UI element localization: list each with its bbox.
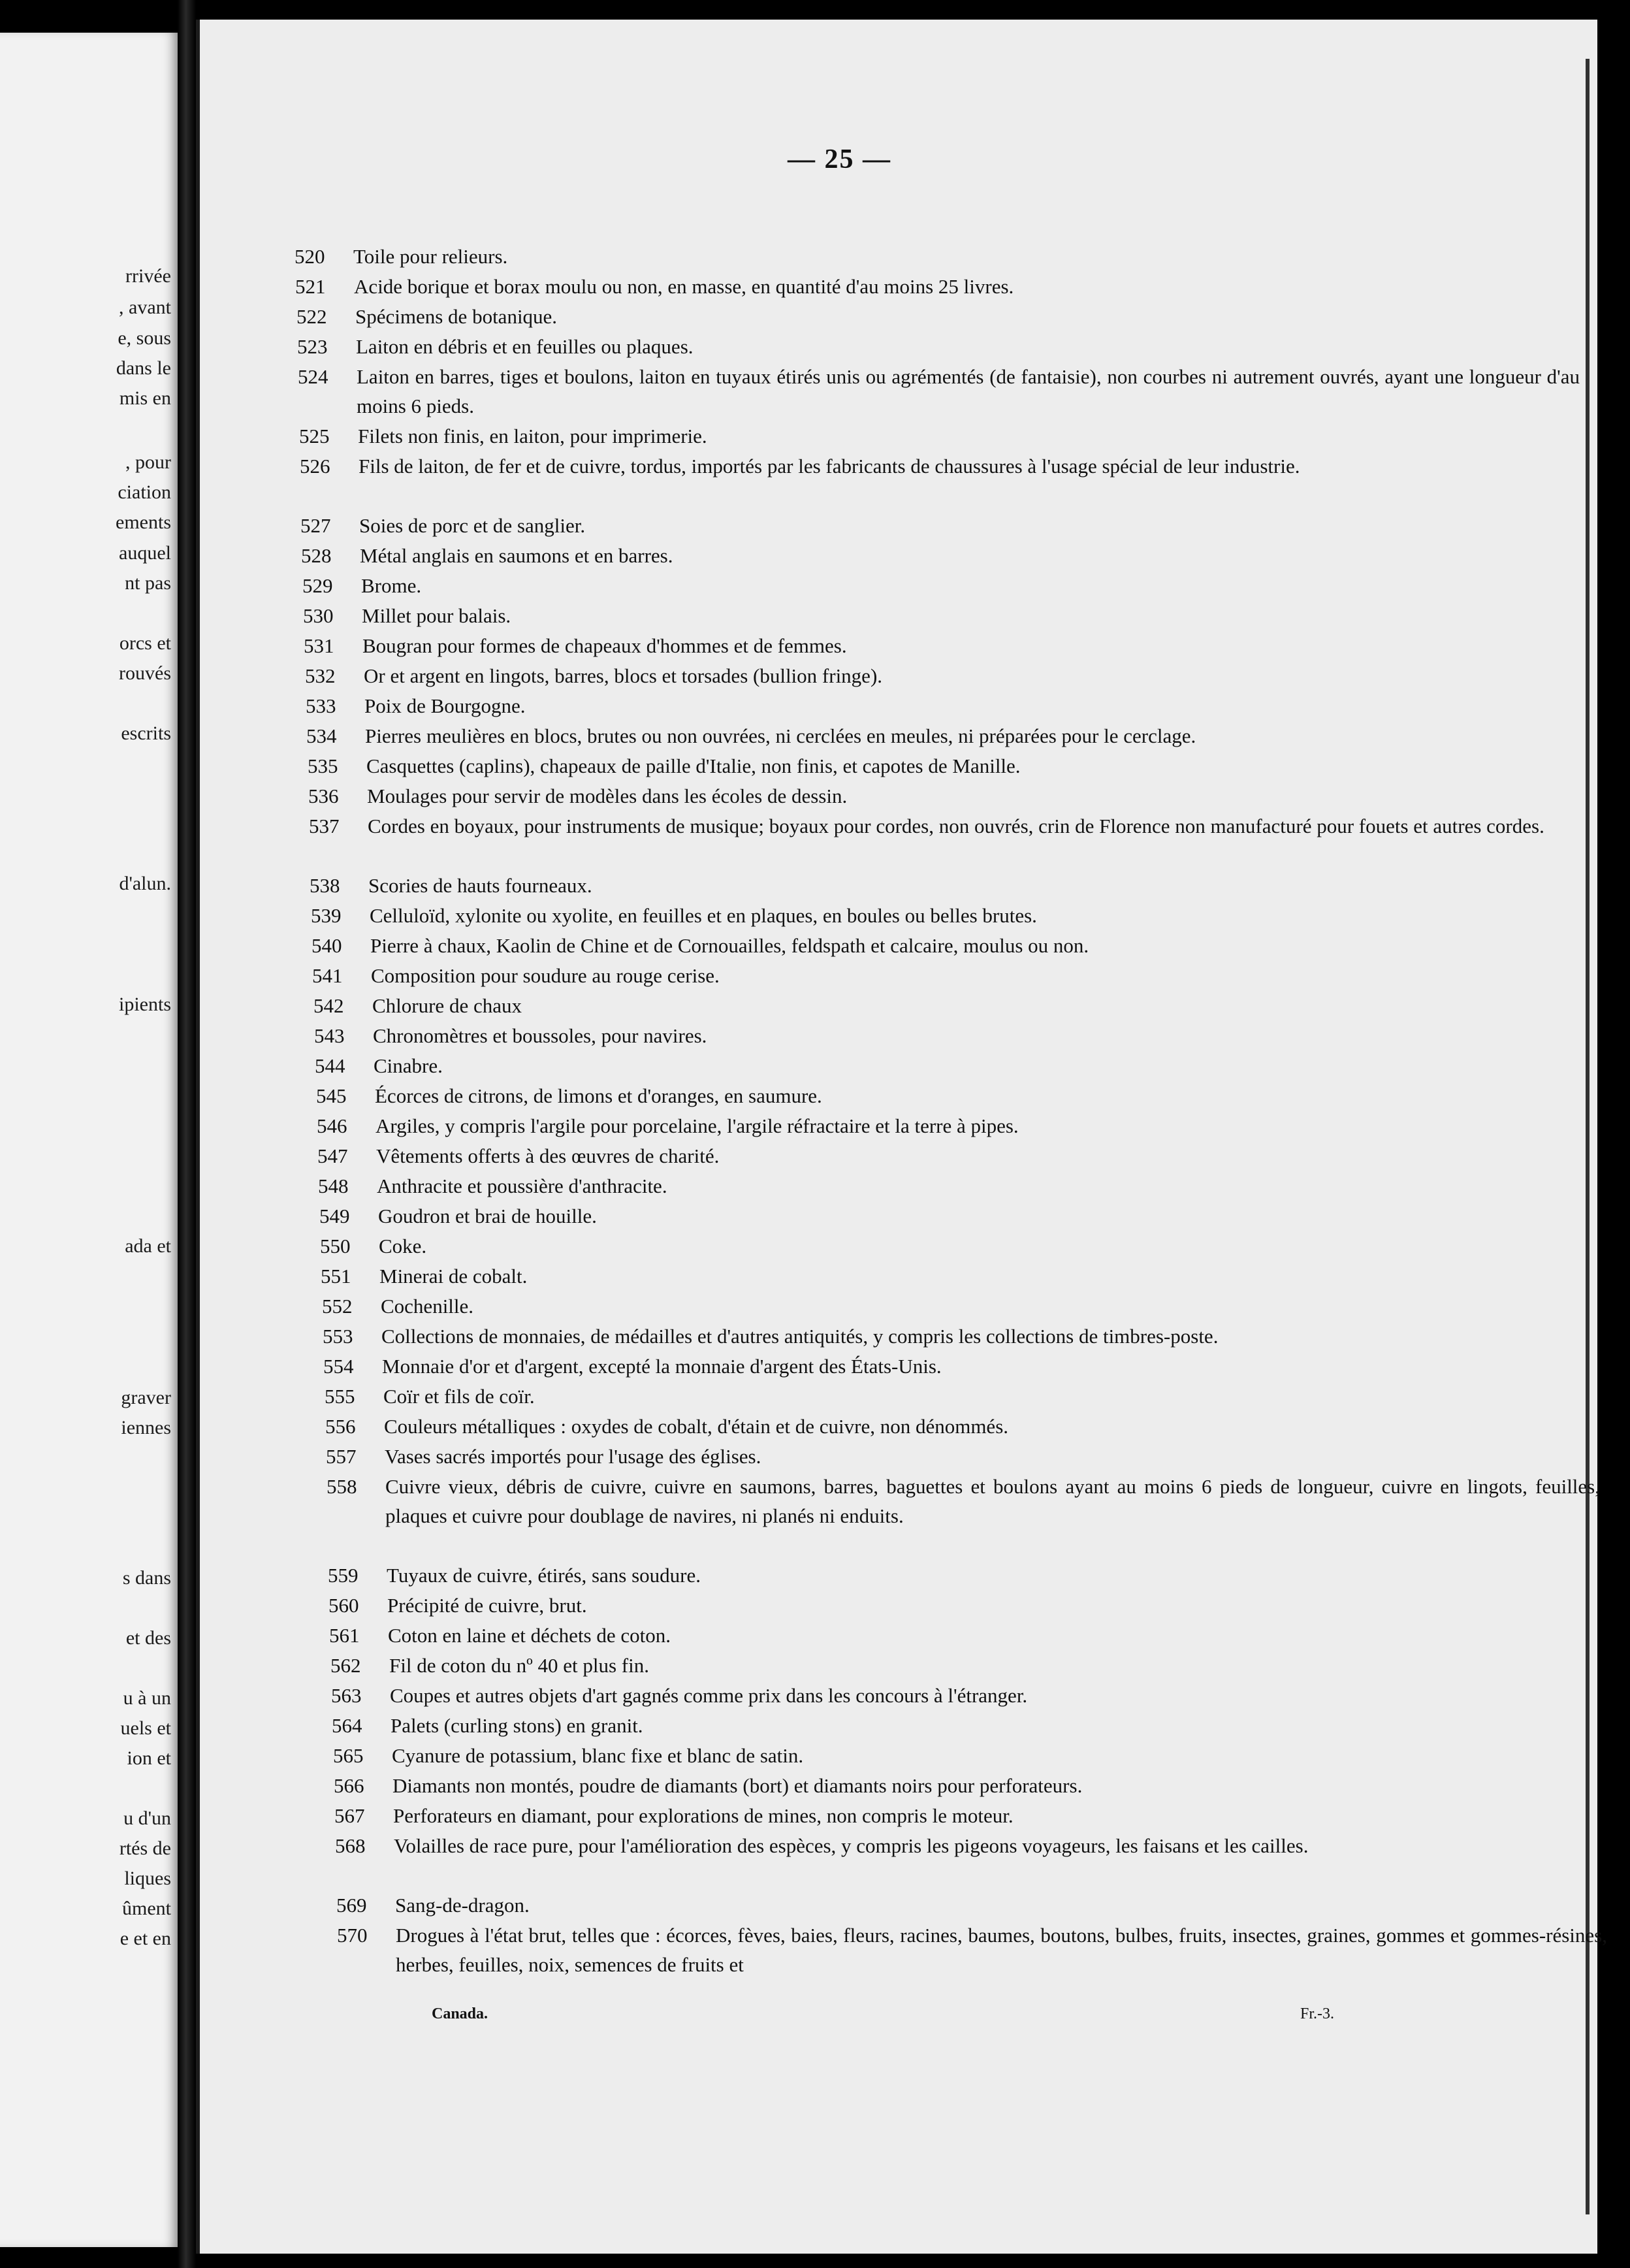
entry-number: 523 <box>297 335 328 358</box>
entry-number: 550 <box>320 1235 351 1257</box>
tariff-entry <box>320 1231 1595 1261</box>
tariff-entry <box>301 541 1582 570</box>
entry-number: 551 <box>321 1265 351 1288</box>
entry-description: Soies de porc et de sanglier. <box>359 514 586 537</box>
entry-description: Or et argent en lingots, barres, blocs et torsades (bullion fringe). <box>364 664 883 687</box>
tariff-entry <box>321 1261 1596 1291</box>
tariff-entry <box>333 1741 1605 1770</box>
entry-description: Cyanure de potassium, blanc fixe et blanc de satin. <box>392 1744 804 1767</box>
facing-page-line: ciation <box>118 481 171 503</box>
tariff-entry <box>306 721 1586 751</box>
entry-description: Millet pour balais. <box>362 604 511 627</box>
tariff-entry <box>314 1021 1591 1050</box>
facing-page-line: e, sous <box>118 327 171 349</box>
tariff-entry <box>312 961 1590 990</box>
facing-page-line: iennes <box>121 1417 171 1438</box>
entry-description: Fils de laiton, de fer et de cuivre, tordus, importés par les fabricants de chaussures à l'usage spécial de leur industrie. <box>359 455 1300 478</box>
entry-number: 559 <box>328 1564 359 1587</box>
tariff-entry <box>313 991 1591 1020</box>
tariff-entry <box>308 751 1587 781</box>
entry-description: Toile pour relieurs. <box>353 245 508 268</box>
tariff-entry <box>326 1442 1599 1471</box>
entry-number: 534 <box>306 724 337 747</box>
entry-description: Coke. <box>379 1235 427 1257</box>
entry-description: Perforateurs en diamant, pour explorations de mines, non compris le moteur. <box>393 1804 1014 1827</box>
entry-description: Scories de hauts fourneaux. <box>368 874 592 897</box>
entry-number: 543 <box>314 1024 345 1047</box>
facing-page-line: dans le <box>116 357 171 379</box>
tariff-entry <box>306 691 1586 721</box>
entry-number: 537 <box>309 815 340 837</box>
entry-description: Argiles, y compris l'argile pour porcelaine, l'argile réfractaire et la terre à pipes. <box>376 1114 1019 1137</box>
entry-description: Monnaie d'or et d'argent, excepté la monnaie d'argent des États-Unis. <box>382 1355 942 1378</box>
entry-description: Fil de coton du nº 40 et plus fin. <box>389 1654 649 1677</box>
entry-description: Cuivre vieux, débris de cuivre, cuivre en saumons, barres, baguettes et boulons ayant au moins 6 pieds de longueur, cuivre en lingots, feuilles, plaques et cuivre pour doublage de navires, ni planés ni enduits. <box>385 1475 1600 1527</box>
tariff-entry <box>325 1382 1599 1411</box>
facing-page-line: u d'un <box>123 1807 171 1829</box>
entry-number: 554 <box>323 1355 354 1378</box>
tariff-entry <box>296 302 1579 331</box>
page-number: — 25 — <box>788 144 891 174</box>
tariff-entry <box>295 272 1578 301</box>
entry-description: Bougran pour formes de chapeaux d'hommes et de femmes. <box>362 634 847 657</box>
tariff-entry <box>336 1890 1606 1920</box>
entry-description: Pierre à chaux, Kaolin de Chine et de Cornouailles, feldspath et calcaire, moulus ou non. <box>370 934 1089 957</box>
entry-description: Filets non finis, en laiton, pour imprimerie. <box>358 425 707 447</box>
tariff-entry <box>328 1591 1601 1620</box>
facing-page-line: graver <box>121 1387 171 1408</box>
entry-number: 532 <box>305 664 336 687</box>
tariff-entry <box>308 781 1588 811</box>
tariff-entry <box>317 1141 1593 1171</box>
facing-page-line: escrits <box>121 722 171 744</box>
facing-page-line: u à un <box>123 1687 171 1709</box>
entry-description: Cochenille. <box>381 1295 474 1318</box>
facing-page-line: liques <box>124 1868 171 1889</box>
facing-page-line: nt pas <box>125 572 171 594</box>
entry-description: Poix de Bourgogne. <box>364 694 526 717</box>
entry-description: Volailles de race pure, pour l'amélioration des espèces, y compris les pigeons voyageurs, les faisans et les cailles. <box>394 1834 1309 1857</box>
entry-description: Acide borique et borax moulu ou non, en masse, en quantité d'au moins 25 livres. <box>354 275 1014 298</box>
entry-number: 531 <box>304 634 334 657</box>
tariff-entry <box>323 1321 1597 1351</box>
tariff-entry <box>319 1201 1595 1231</box>
entry-description: Cordes en boyaux, pour instruments de musique; boyaux pour cordes, non ouvrés, crin de Florence non manufacturé pour fouets et autres cordes. <box>368 815 1544 837</box>
entry-description: Anthracite et poussière d'anthracite. <box>377 1174 667 1197</box>
facing-page-line: s dans <box>122 1567 171 1589</box>
facing-page-line: rrivée <box>125 265 171 287</box>
entry-number: 546 <box>317 1114 347 1137</box>
tariff-entry <box>330 1651 1603 1680</box>
entry-description: Diamants non montés, poudre de diamants (bort) et diamants noirs pour perforateurs. <box>392 1774 1083 1797</box>
facing-page-line: rtés de <box>119 1838 171 1859</box>
entry-description: Spécimens de botanique. <box>355 305 558 328</box>
tariff-entry <box>334 1771 1605 1800</box>
facing-page-line: d'alun. <box>119 873 171 894</box>
entry-description: Drogues à l'état brut, telles que : écorces, fèves, baies, fleurs, racines, baumes, boutons, bulbes, fruits, insectes, graines, gommes et gommes-résines, herbes, feuilles, noix, semences de fruits et <box>396 1924 1607 1976</box>
facing-page-line: ûment <box>122 1898 171 1919</box>
tariff-entry <box>300 451 1582 510</box>
entry-number: 529 <box>302 574 333 597</box>
tariff-entry <box>318 1171 1594 1201</box>
tariff-entry <box>332 1711 1603 1740</box>
tariff-entry <box>312 931 1590 960</box>
entry-number: 548 <box>318 1174 349 1197</box>
entry-number: 570 <box>337 1924 368 1947</box>
entry-description: Pierres meulières en blocs, brutes ou non ouvrées, ni cerclées en meules, ni préparées pour le cerclage. <box>365 724 1196 747</box>
entry-number: 527 <box>300 514 331 537</box>
tariff-entry <box>327 1472 1600 1560</box>
entry-description: Casquettes (caplins), chapeaux de paille d'Italie, non finis, et capotes de Manille. <box>366 754 1021 777</box>
entry-number: 558 <box>327 1475 357 1498</box>
entry-number: 545 <box>316 1084 347 1107</box>
facing-page-line: , pour <box>125 451 171 473</box>
entry-number: 560 <box>328 1594 359 1617</box>
entry-description: Écorces de citrons, de limons et d'oranges, en saumure. <box>375 1084 822 1107</box>
facing-page-line: ion et <box>127 1747 171 1769</box>
entry-number: 569 <box>336 1894 367 1917</box>
tariff-entry <box>325 1412 1599 1441</box>
entry-number: 535 <box>308 754 338 777</box>
tariff-entry <box>302 571 1583 600</box>
entry-description: Précipité de cuivre, brut. <box>387 1594 587 1617</box>
entry-description: Coupes et autres objets d'art gagnés comme prix dans les concours à l'étranger. <box>390 1684 1028 1707</box>
entry-description: Minerai de cobalt. <box>379 1265 528 1288</box>
entry-description: Brome. <box>361 574 422 597</box>
tariff-entry <box>310 871 1588 900</box>
footer-signature: Fr.-3. <box>1300 2005 1335 2022</box>
entry-number: 528 <box>301 544 332 567</box>
entry-number: 533 <box>306 694 336 717</box>
entry-number: 561 <box>329 1624 360 1647</box>
facing-page-line: ipients <box>119 994 171 1015</box>
facing-page-line: , avant <box>119 297 171 318</box>
facing-page-line: e et en <box>120 1928 171 1949</box>
entry-number: 530 <box>303 604 334 627</box>
entry-number: 521 <box>295 275 326 298</box>
entry-description: Celluloïd, xylonite ou xyolite, en feuilles et en plaques, en boules ou belles brutes. <box>370 904 1037 927</box>
entry-number: 549 <box>319 1205 350 1227</box>
tariff-entry <box>315 1051 1591 1080</box>
facing-page <box>0 33 178 2247</box>
entry-number: 564 <box>332 1714 362 1737</box>
entry-number: 542 <box>313 994 344 1017</box>
entry-description: Coïr et fils de coïr. <box>383 1385 535 1408</box>
entry-description: Vases sacrés importés pour l'usage des églises. <box>385 1445 761 1468</box>
facing-page-line: et des <box>125 1627 171 1649</box>
tariff-entry <box>323 1352 1597 1381</box>
facing-page-line: ements <box>116 511 171 533</box>
entry-description: Sang-de-dragon. <box>395 1894 530 1917</box>
facing-page-line: orcs et <box>119 632 171 654</box>
entry-description: Coton en laine et déchets de coton. <box>388 1624 671 1647</box>
entry-number: 556 <box>325 1415 356 1438</box>
entry-number: 553 <box>323 1325 353 1348</box>
tariff-entries-list <box>200 20 1607 2254</box>
tariff-entry <box>299 421 1581 451</box>
entry-description: Moulages pour servir de modèles dans les écoles de dessin. <box>367 785 848 807</box>
tariff-entry <box>322 1291 1597 1321</box>
entry-description: Chronomètres et boussoles, pour navires. <box>373 1024 707 1047</box>
tariff-entry <box>337 1920 1607 1979</box>
entry-number: 552 <box>322 1295 353 1318</box>
entry-description: Métal anglais en saumons et en barres. <box>360 544 673 567</box>
facing-page-line: ada et <box>125 1235 171 1257</box>
entry-description: Cinabre. <box>374 1054 443 1077</box>
tariff-entry <box>298 362 1580 421</box>
entry-number: 540 <box>312 934 342 957</box>
entry-number: 526 <box>300 455 330 478</box>
facing-page-line: uels et <box>120 1717 171 1739</box>
binding-gutter <box>178 0 196 2268</box>
entry-description: Vêtements offerts à des œuvres de charité. <box>376 1144 720 1167</box>
entry-description: Goudron et brai de houille. <box>378 1205 597 1227</box>
tariff-entry <box>331 1681 1603 1710</box>
entry-number: 555 <box>325 1385 355 1408</box>
entry-number: 524 <box>298 365 328 388</box>
tariff-entry <box>309 811 1588 870</box>
tariff-entry <box>305 661 1585 690</box>
entry-number: 566 <box>334 1774 364 1797</box>
footer-country: Canada. <box>432 2005 488 2022</box>
facing-page-text <box>0 33 178 2247</box>
tariff-entry <box>329 1621 1602 1650</box>
entry-number: 544 <box>315 1054 345 1077</box>
entry-number: 538 <box>310 874 340 897</box>
tariff-entry <box>334 1801 1605 1830</box>
entry-number: 541 <box>312 964 343 987</box>
tariff-entry <box>300 511 1582 540</box>
tariff-entry <box>297 332 1580 361</box>
entry-number: 547 <box>317 1144 348 1167</box>
entry-description: Composition pour soudure au rouge cerise. <box>371 964 720 987</box>
entry-description: Couleurs métalliques : oxydes de cobalt, d'étain et de cuivre, non dénommés. <box>384 1415 1009 1438</box>
entry-number: 557 <box>326 1445 357 1468</box>
tariff-entry <box>335 1831 1606 1890</box>
entry-number: 525 <box>299 425 330 447</box>
document-page <box>196 20 1607 2254</box>
entry-description: Collections de monnaies, de médailles et d'autres antiquités, y compris les collections de timbres-poste. <box>381 1325 1219 1348</box>
tariff-entry <box>328 1561 1601 1590</box>
entry-description: Tuyaux de cuivre, étirés, sans soudure. <box>387 1564 701 1587</box>
entry-description: Palets (curling stons) en granit. <box>391 1714 643 1737</box>
entry-description: Laiton en débris et en feuilles ou plaques. <box>356 335 694 358</box>
facing-page-line: rouvés <box>119 662 171 684</box>
entry-number: 539 <box>311 904 342 927</box>
entry-number: 565 <box>333 1744 364 1767</box>
tariff-entry <box>311 901 1589 930</box>
tariff-entry <box>304 631 1584 660</box>
entry-number: 536 <box>308 785 339 807</box>
entry-number: 520 <box>295 245 325 268</box>
entry-number: 567 <box>334 1804 365 1827</box>
tariff-entry <box>317 1111 1593 1141</box>
tariff-entry <box>316 1081 1593 1110</box>
tariff-entry <box>303 601 1584 630</box>
facing-page-line: auquel <box>119 542 171 564</box>
tariff-entry <box>295 242 1578 271</box>
entry-number: 562 <box>330 1654 361 1677</box>
entry-description: Chlorure de chaux <box>372 994 522 1017</box>
entry-number: 522 <box>296 305 327 328</box>
entry-description: Laiton en barres, tiges et boulons, laiton en tuyaux étirés unis ou agrémentés (de fantaisie), non courbes ni autrement ouvrés, ayant une longueur d'au moins 6 pieds. <box>357 365 1580 417</box>
facing-page-line: mis en <box>119 387 171 409</box>
entry-number: 563 <box>331 1684 362 1707</box>
entry-number: 568 <box>335 1834 366 1857</box>
